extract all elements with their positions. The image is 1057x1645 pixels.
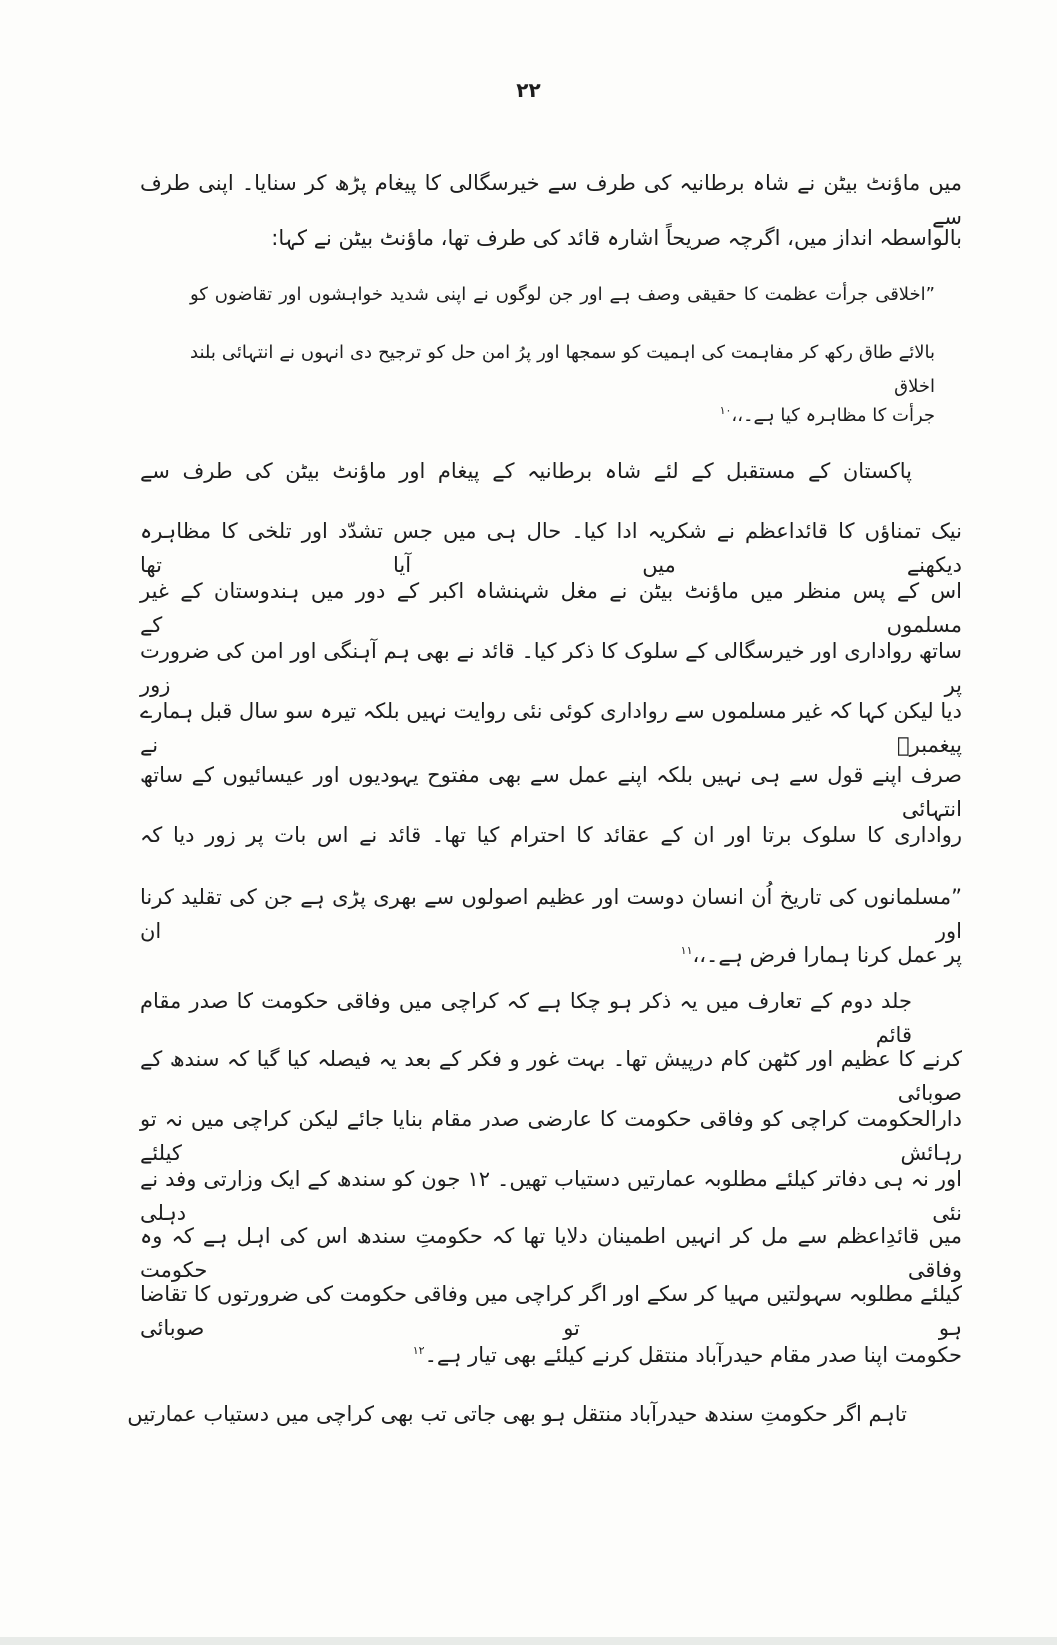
quote-line: ”اخلاقی جرأت عظمت کا حقیقی وصف ہے اور جن لوگوں نے اپنی شدید خواہشوں اور تقاضوں کو bbox=[190, 284, 935, 305]
text-line: اس کے پس منظر میں ماؤنٹ بیٹن نے مغل شہنشاہ اکبر کے دور میں ہندوستان کے غیر مسلموں کے bbox=[140, 579, 962, 637]
paragraph-first-line: پاکستان کے مستقبل کے لئے شاہ برطانیہ کے پیغام اور ماؤنٹ بیٹن کی طرف سے bbox=[140, 459, 912, 483]
page-number: ۲۲ bbox=[516, 78, 541, 102]
text-line: صرف اپنے قول سے ہی نہیں بلکہ اپنے عمل سے بھی مفتوح یہودیوں اور عیسائیوں کے ساتھ انتہائی bbox=[140, 763, 962, 821]
footnote-marker: ۱۲ bbox=[412, 1344, 425, 1357]
paragraph-first-line: تاہم اگر حکومتِ سندھ حیدرآباد منتقل ہو بھی جاتی تب بھی کراچی میں دستیاب عمارتیں bbox=[127, 1402, 907, 1426]
text-line bbox=[413, 1334, 962, 1372]
text-line: دارالحکومت کراچی کو وفاقی حکومت کا عارضی صدر مقام بنایا جائے لیکن کراچی میں نہ تو رہائش کیلئے bbox=[140, 1107, 962, 1165]
text-line: میں قائدِاعظم سے مل کر انہیں اطمینان دلایا تھا کہ حکومتِ سندھ اس کی اہل ہے کہ وہ وفاقی حکومت bbox=[140, 1224, 962, 1282]
text-line: ساتھ رواداری اور خیرسگالی کے سلوک کا ذکر کیا۔ قائد نے بھی ہم آہنگی اور امن کی ضرورت پر زور bbox=[140, 639, 962, 697]
quote-end-text: پر عمل کرنا ہمارا فرض ہے۔،، bbox=[692, 943, 962, 967]
quote-line: بالائے طاق رکھ کر مفاہمت کی اہمیت کو سمجھا اور پرُ امن حل کو ترجیح دی انہوں نے انتہائی بلند اخلاق bbox=[190, 342, 935, 397]
text-line: بالواسطہ انداز میں، اگرچہ صریحاً اشارہ قائد کی طرف تھا، ماؤنٹ بیٹن نے کہا: bbox=[271, 226, 962, 250]
scan-edge bbox=[0, 1637, 1057, 1645]
footnote-marker: ۱۰ bbox=[719, 404, 732, 417]
text-line: اور نہ ہی دفاتر کیلئے مطلوبہ عمارتیں دستیاب تھیں۔ ۱۲ جون کو سندھ کے ایک وزارتی وفد نے نئی دہلی bbox=[140, 1167, 963, 1225]
text-line: ”مسلمانوں کی تاریخ اُن انسان دوست اور عظیم اصولوں سے بھری پڑی ہے جن کی تقلید کرنا اور ان bbox=[140, 885, 962, 943]
text-line bbox=[681, 934, 962, 972]
quote-text: جرأت کا مظاہرہ کیا ہے۔،، bbox=[731, 405, 935, 426]
footnote-marker: ۱۱ bbox=[680, 944, 693, 957]
quote-line bbox=[720, 394, 935, 433]
paragraph-end-text: حکومت اپنا صدر مقام حیدرآباد منتقل کرنے کیلئے بھی تیار ہے۔ bbox=[424, 1343, 962, 1367]
paragraph-first-line: جلد دوم کے تعارف میں یہ ذکر ہو چکا ہے کہ کراچی میں وفاقی حکومت کا صدر مقام قائم bbox=[140, 989, 912, 1047]
text-line: نیک تمناؤں کا قائداعظم نے شکریہ ادا کیا۔ حال ہی میں جس تشدّد اور تلخی کا مظاہرہ دیکھنے میں آیا تھا bbox=[140, 519, 962, 577]
text-line: کیلئے مطلوبہ سہولتیں مہیا کر سکے اور اگر کراچی میں وفاقی حکومت کی ضرورتوں کا تقاضا ہو تو صوبائی bbox=[140, 1282, 962, 1340]
text-line: دیا لیکن کہا کہ غیر مسلموں سے رواداری کوئی نئی روایت نہیں بلکہ تیرہ سو سال قبل ہمارے پیغمبرؐ نے bbox=[140, 699, 962, 757]
text-line: کرنے کا عظیم اور کٹھن کام درپیش تھا۔ بہت غور و فکر کے بعد یہ فیصلہ کیا گیا کہ سندھ کے صوبائی bbox=[140, 1047, 962, 1105]
text-line: میں ماؤنٹ بیٹن نے شاہ برطانیہ کی طرف سے خیرسگالی کا پیغام پڑھ کر سنایا۔ اپنی طرف سے bbox=[140, 171, 962, 229]
text-line: رواداری کا سلوک برتا اور ان کے عقائد کا احترام کیا تھا۔ قائد نے اس بات پر زور دیا کہ bbox=[140, 823, 962, 847]
